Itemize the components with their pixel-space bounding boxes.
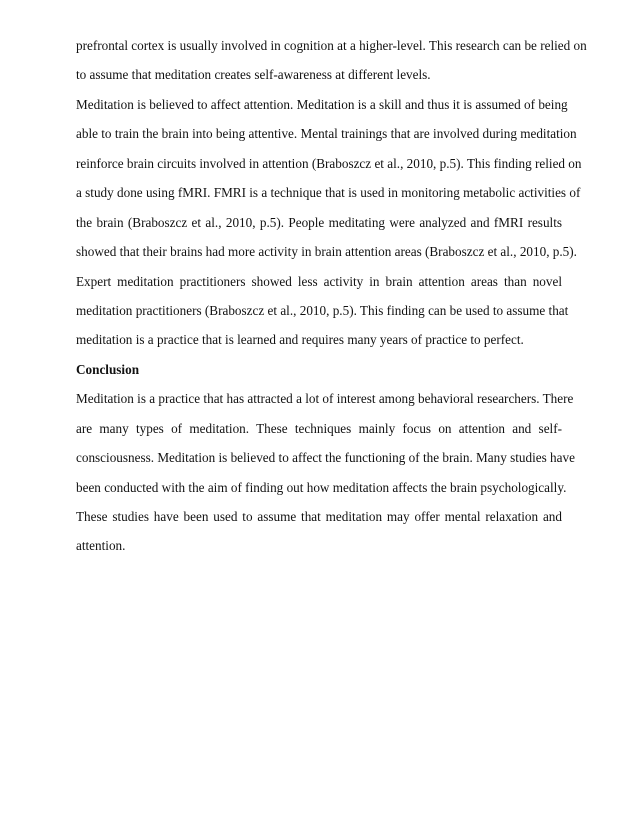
text-line: consciousness. Meditation is believed to affect the functioning of the brain. Many studies have [76,450,575,466]
paragraph-attention [76,95,582,360]
document-page [76,36,587,566]
text-line: Expert meditation practitioners showed less activity in brain attention areas than novel [76,273,562,289]
text-line: meditation practitioners (Braboszcz et al., 2010, p.5). This finding can be used to assume that [76,302,569,318]
text-line: These studies have been used to assume that meditation may offer mental relaxation and [76,509,562,524]
text-line: attention. [76,538,126,554]
text-line: meditation is a practice that is learned and requires many years of practice to perfect. [76,332,524,348]
text-line: the brain (Braboszcz et al., 2010, p.5). People meditating were analyzed and fMRI results [76,214,562,230]
text-line: been conducted with the aim of finding out how meditation affects the brain psychologically. [76,479,567,495]
paragraph-intro-continuation [76,36,587,95]
text-line: Meditation is believed to affect attention. Meditation is a skill and thus it is assumed of being [76,96,568,112]
text-line: to assume that meditation creates self-awareness at different levels. [76,67,431,83]
text-line: able to train the brain into being attentive. Mental trainings that are involved during meditation [76,126,577,142]
text-line: are many types of meditation. These techniques mainly focus on attention and self- [76,420,562,436]
text-line: Meditation is a practice that has attracted a lot of interest among behavioral researchers. There [76,391,574,407]
paragraph-conclusion [76,389,575,566]
text-line: prefrontal cortex is usually involved in cognition at a higher-level. This research can be relied on [76,38,587,53]
section-heading-conclusion: Conclusion [76,361,140,377]
text-line: reinforce brain circuits involved in attention (Braboszcz et al., 2010, p.5). This finding relied on [76,155,582,171]
text-line: a study done using fMRI. FMRI is a technique that is used in monitoring metabolic activities of [76,185,581,201]
text-line: showed that their brains had more activity in brain attention areas (Braboszcz et al., 2010, p.5). [76,244,577,260]
